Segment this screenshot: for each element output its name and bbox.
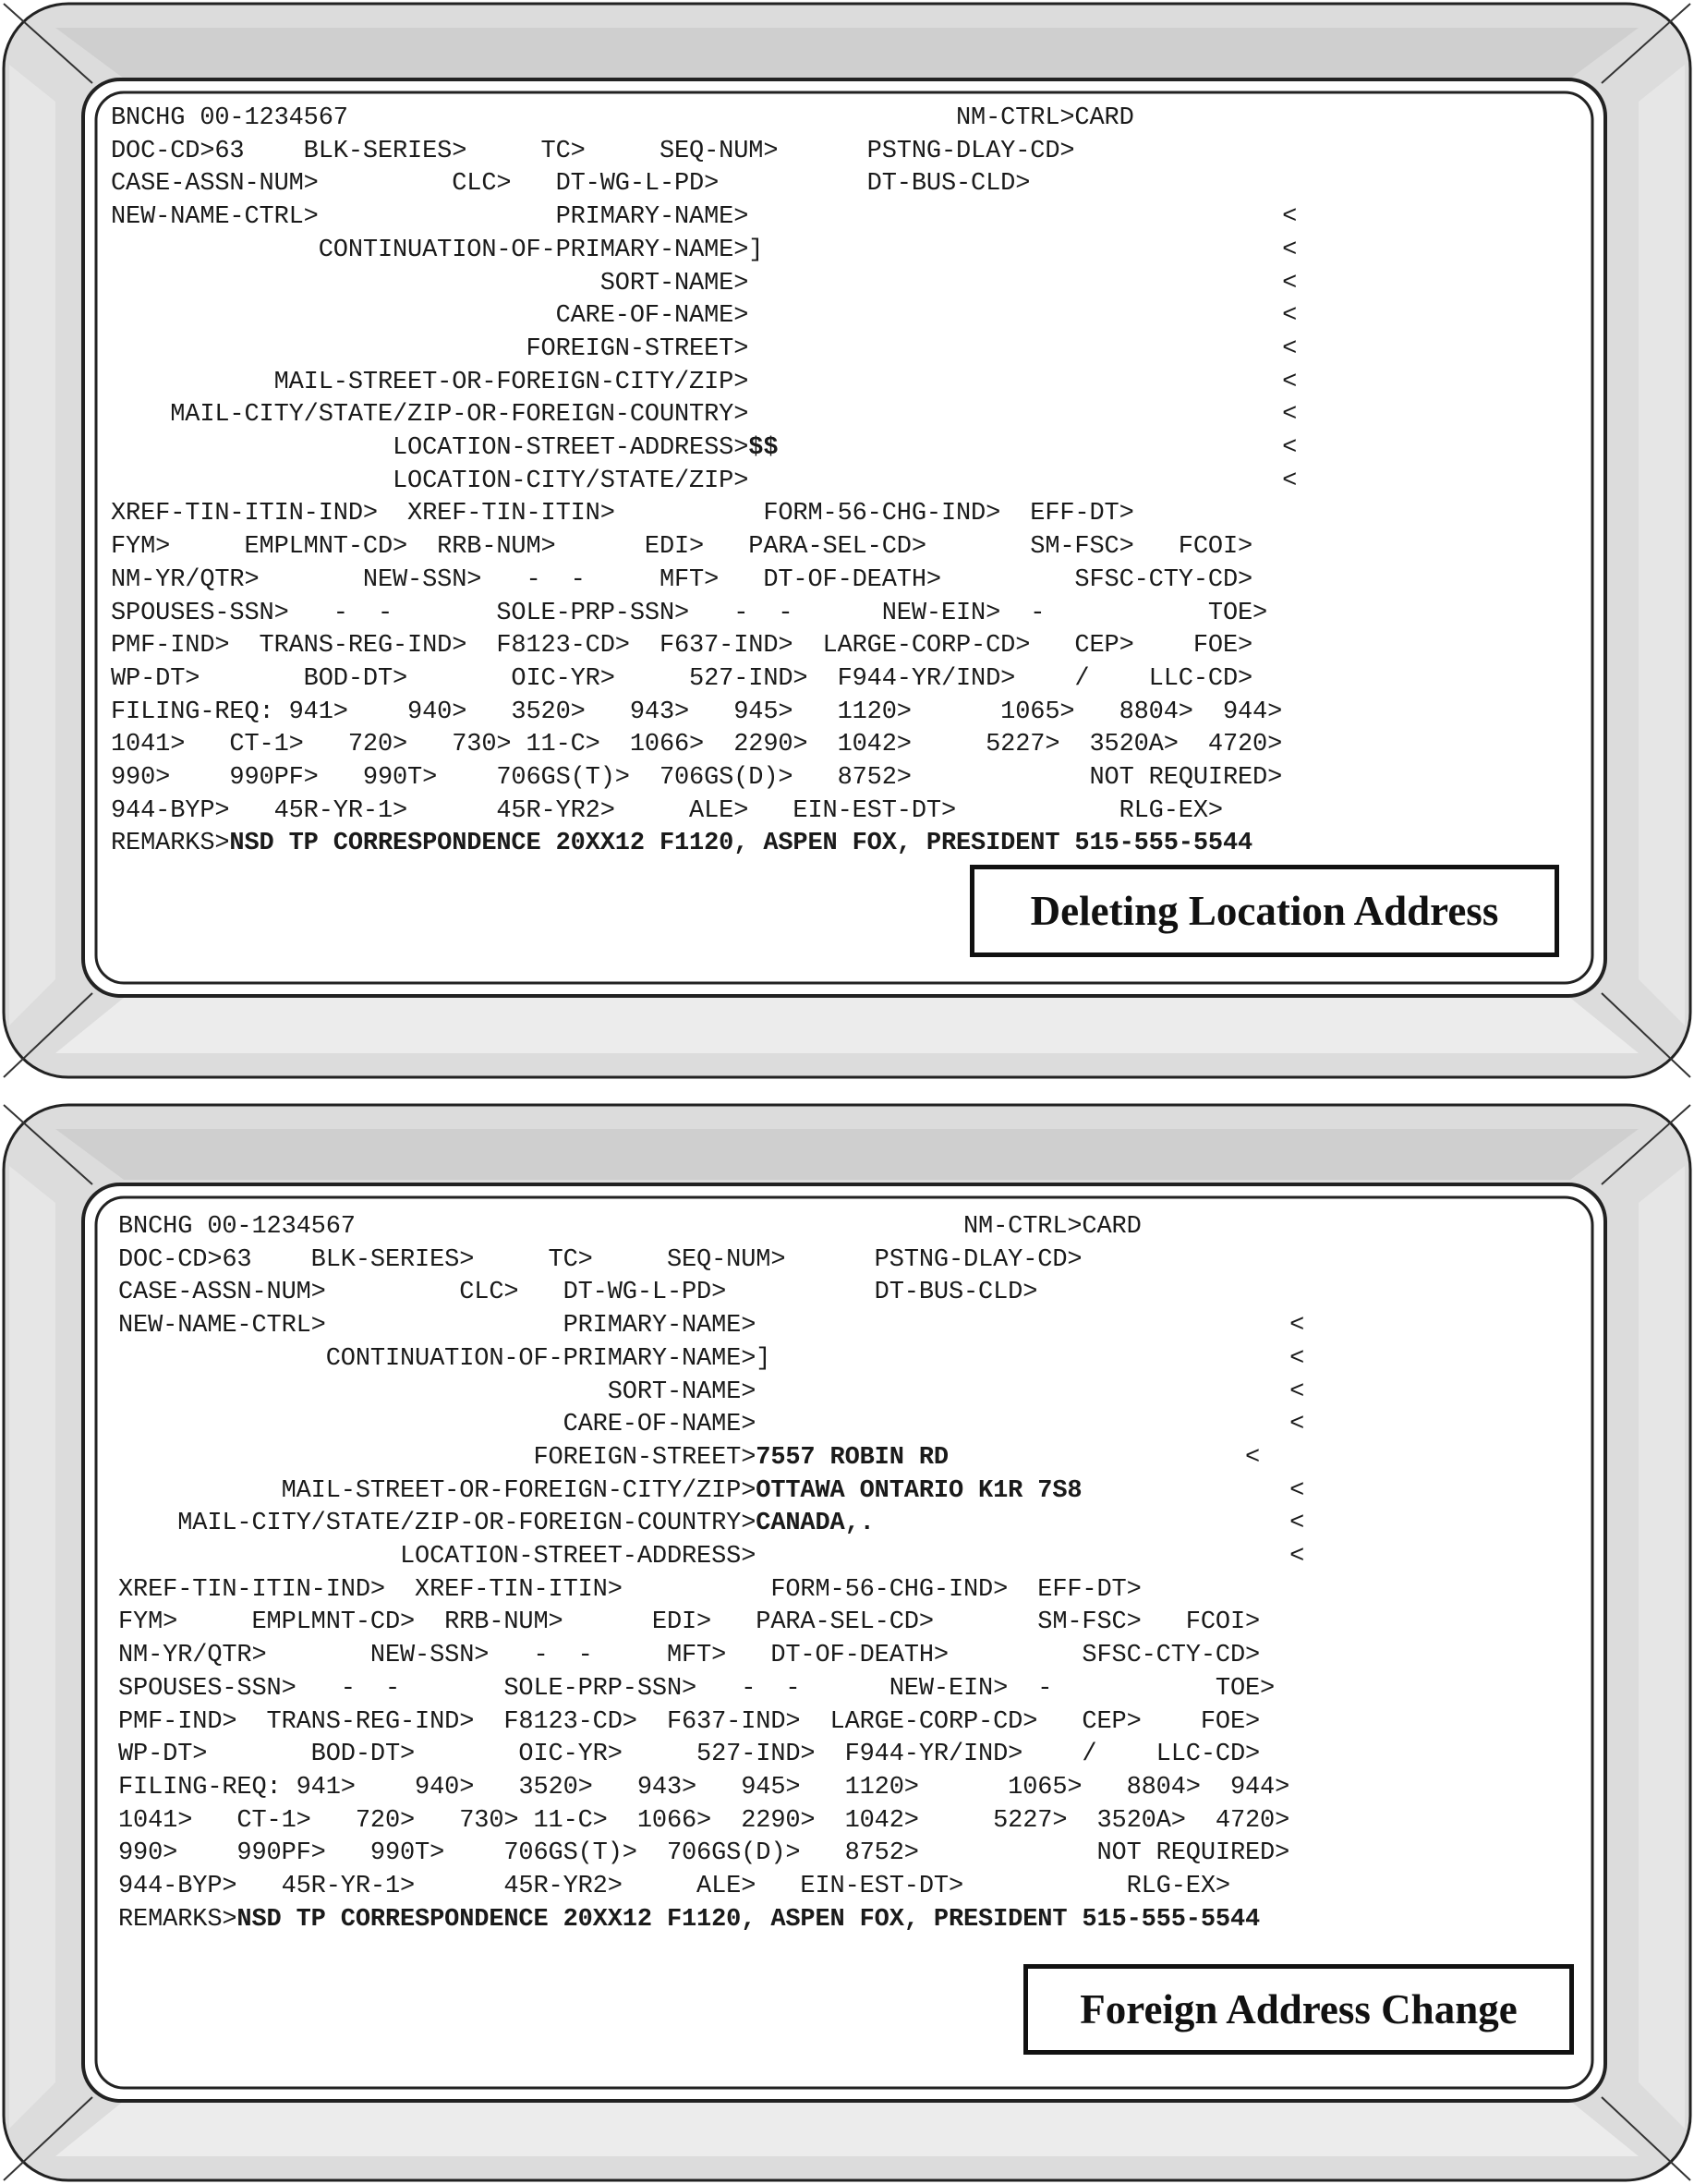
field-label: SORT-NAME> < bbox=[111, 269, 1298, 297]
field-label: MAIL-CITY/STATE/ZIP-OR-FOREIGN-COUNTRY> < bbox=[111, 401, 1298, 430]
field-label: CASE-ASSN-NUM> CLC> DT-WG-L-PD> DT-BUS-CLD> bbox=[111, 170, 1031, 199]
field-label: FYM> EMPLMNT-CD> RRB-NUM> EDI> PARA-SEL-CD> SM-FSC> FCOI> bbox=[118, 1608, 1261, 1637]
field-label: MAIL-CITY/STATE/ZIP-OR-FOREIGN-COUNTRY> bbox=[118, 1510, 756, 1538]
terminal-line bbox=[111, 827, 1252, 860]
field-label: FYM> EMPLMNT-CD> RRB-NUM> EDI> PARA-SEL-CD> SM-FSC> FCOI> bbox=[111, 533, 1253, 562]
field-label: 1041> CT-1> 720> 730> 11-C> 1066> 2290> 1042> 5227> 3520A> 4720> bbox=[111, 731, 1283, 759]
field-label: FOREIGN-STREET> bbox=[118, 1443, 756, 1472]
terminal-line bbox=[111, 431, 1297, 465]
terminal-line bbox=[111, 564, 1252, 597]
terminal-line bbox=[111, 465, 1297, 498]
terminal-line bbox=[111, 728, 1282, 761]
field-label: CONTINUATION-OF-PRIMARY-NAME>] < bbox=[111, 236, 1298, 264]
terminal-line bbox=[118, 1244, 1082, 1277]
terminal-line bbox=[111, 629, 1252, 662]
field-label: REMARKS> bbox=[118, 1905, 237, 1934]
field-label: SPOUSES-SSN> - - SOLE-PRP-SSN> - - NEW-EIN> - TOE> bbox=[111, 599, 1268, 627]
field-label: PMF-IND> TRANS-REG-IND> F8123-CD> F637-IND> LARGE-CORP-CD> CEP> FOE> bbox=[118, 1707, 1261, 1736]
terminal-line bbox=[118, 1376, 1304, 1409]
entered-value[interactable]: NSD TP CORRESPONDENCE 20XX12 F1120, ASPEN FOX, PRESIDENT 515-555-5544 bbox=[236, 1905, 1261, 1934]
field-label: CARE-OF-NAME> < bbox=[118, 1411, 1305, 1439]
terminal-line bbox=[111, 167, 1030, 200]
terminal-line bbox=[111, 696, 1282, 729]
field-label: PMF-IND> TRANS-REG-IND> F8123-CD> F637-IND> LARGE-CORP-CD> CEP> FOE> bbox=[111, 632, 1253, 661]
field-label: LOCATION-CITY/STATE/ZIP> < bbox=[111, 467, 1298, 495]
field-label: FILING-REQ: 941> 940> 3520> 943> 945> 1120> 1065> 8804> 944> bbox=[111, 698, 1283, 726]
field-label: 990> 990PF> 990T> 706GS(T)> 706GS(D)> 8752> NOT REQUIRED> bbox=[118, 1839, 1290, 1868]
field-label: WP-DT> BOD-DT> OIC-YR> 527-IND> F944-YR/IND> / LLC-CD> bbox=[111, 664, 1253, 693]
terminal-line bbox=[111, 398, 1297, 431]
terminal-line bbox=[118, 1771, 1289, 1804]
field-label: LOCATION-STREET-ADDRESS> < bbox=[118, 1543, 1305, 1571]
caption-foreign-address-change: Foreign Address Change bbox=[1023, 1964, 1574, 2055]
terminal-line bbox=[111, 497, 1134, 530]
field-label: REMARKS> bbox=[111, 830, 230, 858]
field-label: < bbox=[874, 1510, 1305, 1538]
terminal-line bbox=[111, 299, 1297, 333]
terminal-line bbox=[118, 1639, 1260, 1672]
field-label: XREF-TIN-ITIN-IND> XREF-TIN-ITIN> FORM-56-CHG-IND> EFF-DT> bbox=[111, 500, 1134, 528]
monitor-1 bbox=[0, 0, 1694, 1081]
terminal-line bbox=[118, 1705, 1260, 1739]
terminal-line bbox=[111, 333, 1297, 366]
terminal-line bbox=[111, 761, 1282, 795]
terminal-line bbox=[111, 597, 1267, 630]
terminal-line bbox=[118, 1738, 1260, 1771]
monitor-2 bbox=[0, 1101, 1694, 2184]
terminal-line bbox=[111, 795, 1223, 828]
entered-value[interactable]: 7557 ROBIN RD bbox=[756, 1443, 949, 1472]
caption-deleting-location-address: Deleting Location Address bbox=[970, 865, 1559, 957]
terminal-line bbox=[118, 1903, 1260, 1936]
field-label: XREF-TIN-ITIN-IND> XREF-TIN-ITIN> FORM-56-CHG-IND> EFF-DT> bbox=[118, 1575, 1142, 1604]
field-label: FILING-REQ: 941> 940> 3520> 943> 945> 1120> 1065> 8804> 944> bbox=[118, 1773, 1290, 1802]
terminal-line bbox=[111, 102, 1134, 135]
terminal-line bbox=[118, 1804, 1289, 1838]
field-label: 944-BYP> 45R-YR-1> 45R-YR2> ALE> EIN-EST-DT> RLG-EX> bbox=[111, 796, 1223, 825]
entered-value[interactable]: NSD TP CORRESPONDENCE 20XX12 F1120, ASPEN FOX, PRESIDENT 515-555-5544 bbox=[229, 830, 1253, 858]
field-label: WP-DT> BOD-DT> OIC-YR> 527-IND> F944-YR/IND> / LLC-CD> bbox=[118, 1741, 1261, 1769]
field-label: DOC-CD>63 BLK-SERIES> TC> SEQ-NUM> PSTNG-DLAY-CD> bbox=[118, 1245, 1083, 1274]
entered-value[interactable]: OTTAWA ONTARIO K1R 7S8 bbox=[756, 1476, 1083, 1505]
terminal-line bbox=[111, 200, 1297, 234]
terminal-line bbox=[118, 1606, 1260, 1639]
field-label: NEW-NAME-CTRL> PRIMARY-NAME> < bbox=[111, 203, 1298, 232]
terminal-line bbox=[118, 1474, 1304, 1508]
field-label: MAIL-STREET-OR-FOREIGN-CITY/ZIP> < bbox=[111, 368, 1298, 396]
field-label: LOCATION-STREET-ADDRESS> bbox=[111, 434, 749, 462]
entered-value[interactable]: $$ bbox=[748, 434, 779, 462]
field-label: DOC-CD>63 BLK-SERIES> TC> SEQ-NUM> PSTNG-DLAY-CD> bbox=[111, 137, 1075, 165]
field-label: FOREIGN-STREET> < bbox=[111, 334, 1298, 363]
field-label: BNCHG 00-1234567 NM-CTRL>CARD bbox=[118, 1213, 1142, 1241]
field-label: 1041> CT-1> 720> 730> 11-C> 1066> 2290> 1042> 5227> 3520A> 4720> bbox=[118, 1806, 1290, 1835]
field-label: NEW-NAME-CTRL> PRIMARY-NAME> < bbox=[118, 1312, 1305, 1341]
field-label: CARE-OF-NAME> < bbox=[111, 302, 1298, 331]
terminal-line bbox=[118, 1870, 1230, 1903]
field-label: NM-YR/QTR> NEW-SSN> - - MFT> DT-OF-DEATH> SFSC-CTY-CD> bbox=[118, 1642, 1261, 1670]
field-label: < bbox=[778, 434, 1298, 462]
field-label: 944-BYP> 45R-YR-1> 45R-YR2> ALE> EIN-EST-DT> RLG-EX> bbox=[118, 1873, 1230, 1900]
terminal-line bbox=[118, 1441, 1260, 1474]
terminal-line bbox=[118, 1210, 1142, 1244]
terminal-line bbox=[118, 1276, 1037, 1309]
terminal-line bbox=[111, 135, 1074, 168]
terminal-line bbox=[118, 1672, 1275, 1705]
field-label: SPOUSES-SSN> - - SOLE-PRP-SSN> - - NEW-EIN> - TOE> bbox=[118, 1674, 1276, 1703]
field-label: MAIL-STREET-OR-FOREIGN-CITY/ZIP> bbox=[118, 1476, 756, 1505]
terminal-line bbox=[118, 1507, 1304, 1540]
terminal-line bbox=[111, 530, 1252, 564]
field-label: BNCHG 00-1234567 NM-CTRL>CARD bbox=[111, 104, 1134, 132]
field-label: CONTINUATION-OF-PRIMARY-NAME>] < bbox=[118, 1344, 1305, 1373]
terminal-line bbox=[111, 662, 1252, 696]
terminal-line bbox=[118, 1408, 1304, 1441]
terminal-line bbox=[111, 234, 1297, 267]
field-label: < bbox=[1082, 1476, 1305, 1505]
terminal-line bbox=[118, 1573, 1142, 1607]
field-label: 990> 990PF> 990T> 706GS(T)> 706GS(D)> 8752> NOT REQUIRED> bbox=[111, 764, 1283, 792]
field-label: < bbox=[948, 1443, 1261, 1472]
entered-value[interactable]: CANADA,. bbox=[756, 1510, 875, 1538]
terminal-line bbox=[111, 366, 1297, 399]
terminal-line bbox=[118, 1837, 1289, 1870]
terminal-line bbox=[118, 1540, 1304, 1573]
field-label: SORT-NAME> < bbox=[118, 1377, 1305, 1406]
terminal-line bbox=[118, 1309, 1304, 1342]
field-label: CASE-ASSN-NUM> CLC> DT-WG-L-PD> DT-BUS-CLD> bbox=[118, 1279, 1038, 1307]
field-label: NM-YR/QTR> NEW-SSN> - - MFT> DT-OF-DEATH> SFSC-CTY-CD> bbox=[111, 565, 1253, 594]
terminal-line bbox=[111, 267, 1297, 300]
terminal-line bbox=[118, 1342, 1304, 1376]
